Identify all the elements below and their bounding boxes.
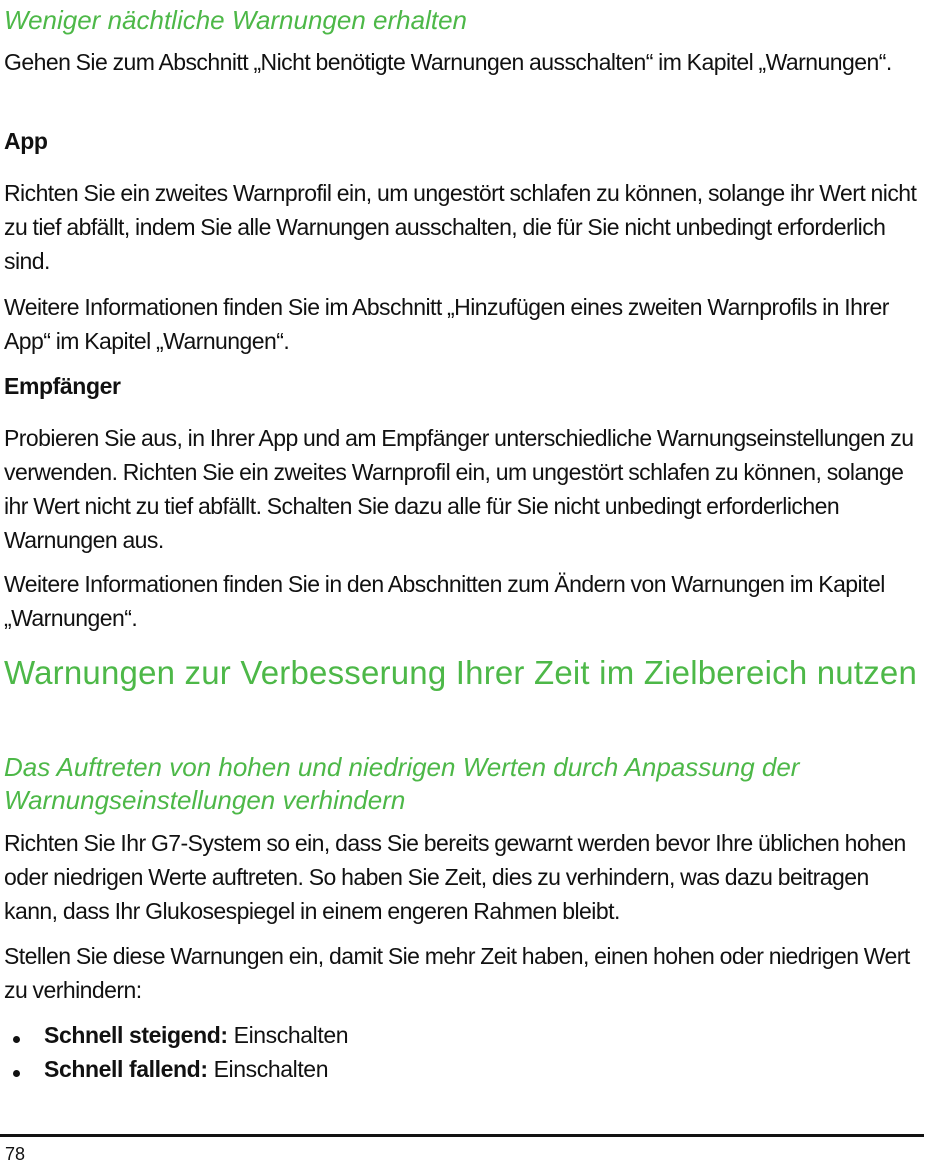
paragraph-setup-g7: Richten Sie Ihr G7-System so ein, dass Sie bereits gewarnt werden bevor Ihre üblichen hohen oder niedrigen Werte auftreten. So haben Sie Zeit, dies zu verhindern, was dazu beitragen kann, dass Ihr Glukosespiegel in einem engeren Rahmen bleibt. [4,830,906,924]
paragraph-app-second-profile: Richten Sie ein zweites Warnprofil ein, um ungestört schlafen zu können, solange ihr Wert nicht zu tief abfällt, indem Sie alle Warnungen ausschalten, die für Sie nicht unbedingt erforderlich sind. [4,180,917,274]
label-receiver: Empfänger [4,373,121,399]
label-app: App [4,128,48,154]
bullet-value: Einschalten [213,1056,329,1082]
bullet-term: Schnell fallend: [44,1056,208,1082]
paragraph-see-section: Gehen Sie zum Abschnitt „Nicht benötigte Warnungen ausschalten“ im Kapitel „Warnungen“. [4,49,892,75]
subheading-fewer-night-alerts: Weniger nächtliche Warnungen erhalten [4,5,467,35]
footer-divider [0,1134,924,1137]
bullet-dot-icon [13,1036,20,1043]
bullet-value: Einschalten [233,1022,349,1048]
subheading-prevent-highs-lows: Das Auftreten von hohen und niedrigen Werten durch Anpassung der Warnungseinstellungen verhindern [4,752,800,815]
paragraph-set-these-alerts: Stellen Sie diese Warnungen ein, damit Sie mehr Zeit haben, einen hohen oder niedrigen Wert zu verhindern: [4,943,910,1003]
list-item [4,1052,924,1086]
paragraph-receiver-settings: Probieren Sie aus, in Ihrer App und am Empfänger unterschiedliche Warnungseinstellungen zu verwenden. Richten Sie ein zweites Warnprofil ein, um ungestört schlafen zu können, solange ihr Wert nicht zu tief abfällt. Schalten Sie dazu alle für Sie nicht unbedingt erforderlichen Warnungen aus. [4,425,914,553]
paragraph-app-more-info: Weitere Informationen finden Sie im Abschnitt „Hinzufügen eines zweiten Warnprofils in Ihrer App“ im Kapitel „Warnungen“. [4,294,889,354]
paragraph-receiver-more-info: Weitere Informationen finden Sie in den Abschnitten zum Ändern von Warnungen im Kapitel „Warnungen“. [4,571,885,631]
bullet-term: Schnell steigend: [44,1022,228,1048]
page-number: 78 [5,1144,26,1164]
bullet-dot-icon [13,1070,20,1077]
alert-settings-list [4,1018,924,1086]
heading-use-alerts-time-in-range: Warnungen zur Verbesserung Ihrer Zeit im Zielbereich nutzen [4,654,918,691]
list-item [4,1018,924,1052]
